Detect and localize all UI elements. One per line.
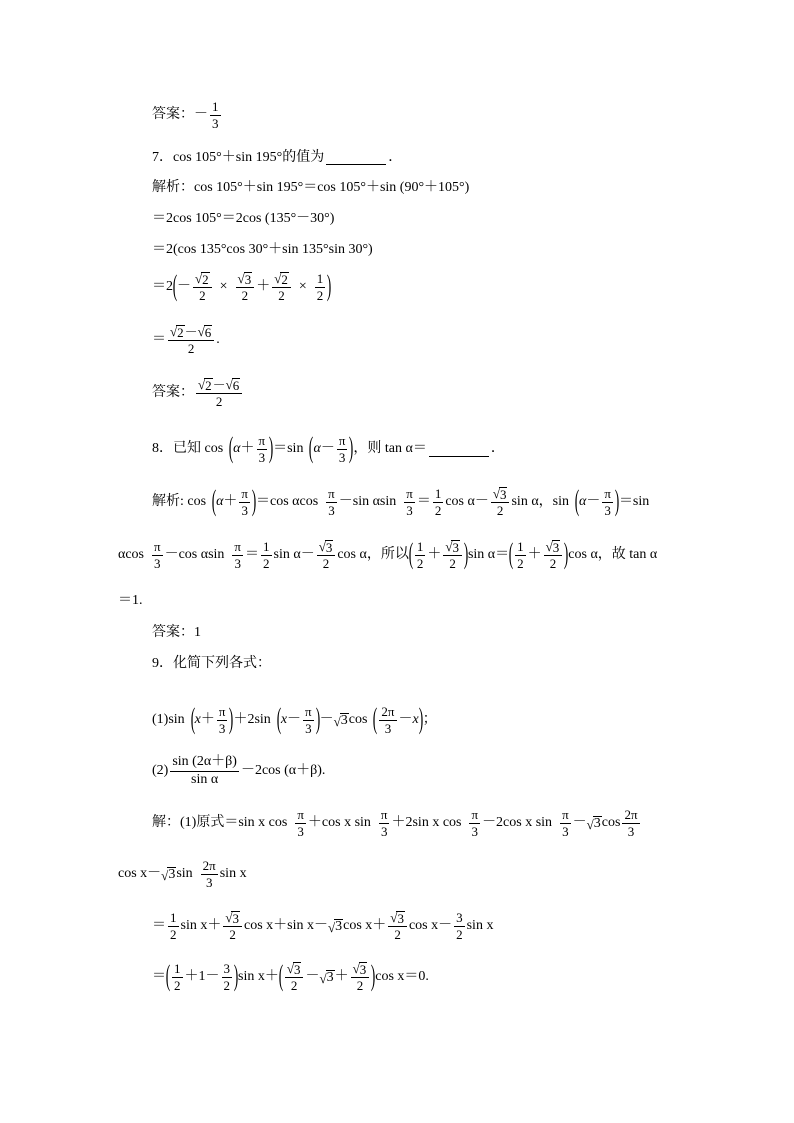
q9-solution-line4: ＝ ( $\frac{1}{2}$ ＋1－ $\frac{3}{2}$ ) sin x＋ ( √ 3 2 － √ 3 ＋ √ 3 2 ) cos x＝0. — [152, 959, 429, 993]
q9-title: 9． 化简下列各式： — [152, 656, 271, 671]
q7-analysis-step3: ＝2(cos 135°cos 30°＋sin 135°sin 30°) — [152, 242, 373, 257]
solution-label: 解： — [152, 815, 180, 831]
fraction: $\frac{\pi}{3}$ — [305, 704, 312, 736]
q9-part1: (1)sin ( x ＋ $\frac{\pi}{3}$ ) ＋2sin ( x － $\frac{\pi}{3}$ ) － √ 3 cos ( $\frac{2\pi}{3}$ － x ) ； — [152, 702, 437, 736]
q8-analysis-line2: αcos $\frac{\pi}{3}$ －cos αsin $\frac{\pi}{3}$ ＝ $\frac{1}{2}$ sin α － √ 3 2 cos α，所以 ( $\frac{1}{2}$ ＋ √ 3 2 ) sin α＝ ( $\frac{1}{2}$ ＋ √ 3 2 ) cos α，故 tan α — [118, 537, 658, 571]
analysis-label: 解析： — [152, 180, 194, 195]
fraction: √ 2 2 — [272, 272, 291, 303]
q9-solution-line2: cos x－ √ 3 sin $\frac{2\pi}{3}$ sin x — [118, 858, 247, 890]
answer-blank — [326, 150, 386, 165]
fraction: √ 3 2 — [317, 540, 336, 571]
fraction: $\frac{1}{2}$ — [517, 539, 524, 571]
fraction: $\frac{\pi}{3}$ — [258, 433, 266, 465]
fraction: $\frac{1}{3}$ — [212, 99, 219, 131]
fraction: $\frac{\pi}{3}$ — [297, 807, 304, 839]
fraction: $\frac{3}{2}$ — [223, 961, 230, 993]
fraction: √ 2 2 — [193, 272, 212, 303]
fraction: $\frac{2\pi}{3}$ — [202, 858, 216, 890]
fraction: $\frac{\pi}{3}$ — [218, 704, 226, 736]
q8-analysis-line1: 解析: cos ( α ＋ $\frac{\pi}{3}$ ) ＝cos αcos $\frac{\pi}{3}$ －sin αsin $\frac{\pi}{3}$ ＝ $\frac{1}{2}$ cos α － √ 3 2 sin α，sin ( α － $\frac{\pi}{3}$ ) ＝sin — [152, 484, 650, 518]
fraction: $\frac{\pi}{3}$ — [154, 539, 161, 571]
fraction: √ 3 2 — [388, 911, 407, 942]
q7-analysis-step1: 解析： cos 105°＋sin 195°＝cos 105°＋sin (90°＋105°) — [152, 180, 470, 195]
fraction: $\frac{\pi}{3}$ — [380, 807, 388, 839]
q7-analysis-step4: ＝2 ( － √ 2 2 × √ 3 2 ＋ √ 2 2 × $\frac{1}{2}$ ) — [152, 269, 332, 303]
q7-answer-line — [152, 378, 244, 409]
fraction: $\frac{2\pi}{3}$ — [381, 704, 395, 736]
fraction: $\frac{1}{2}$ — [316, 271, 324, 303]
fraction: √ 3 2 — [236, 272, 255, 303]
fraction: $\frac{1}{2}$ — [263, 539, 270, 571]
fraction: $\frac{1}{2}$ — [434, 486, 442, 518]
fraction: $\frac{\pi}{3}$ — [604, 486, 611, 518]
q9-solution-line1: 解： (1)原式＝sin x cos $\frac{\pi}{3}$ ＋cos x sin $\frac{\pi}{3}$ ＋2sin x cos $\frac{\pi}{3}$ －2cos x sin $\frac{\pi}{3}$ － √ 3 cos $\frac{2\pi}{3}$ — [152, 807, 638, 839]
q8-answer-line: 答案： 1 — [152, 625, 201, 640]
fraction: $\frac{3}{2}$ — [456, 910, 463, 942]
fraction: √ 2 － √ 6 2 — [196, 378, 242, 409]
fraction: $\frac{1}{2}$ — [170, 910, 177, 942]
fraction: $\frac{2\pi}{3}$ — [624, 807, 638, 839]
fraction: √ 3 2 — [443, 540, 462, 571]
fraction: $\frac{\pi}{3}$ — [234, 539, 241, 571]
fraction: $\frac{\pi}{3}$ — [328, 486, 335, 518]
q8-analysis-line3: ＝1. — [118, 593, 143, 608]
fraction: √ 3 2 — [285, 962, 304, 993]
fraction: $\frac{\pi}{3}$ — [338, 433, 346, 465]
fraction: $\frac{\sin (2\alpha+\beta)}{\text{sin α}}$ — [172, 754, 237, 787]
fraction: $\frac{\pi}{3}$ — [406, 486, 413, 518]
fraction: √ 2 － √ 6 2 — [168, 325, 214, 356]
fraction: $\frac{\pi}{3}$ — [471, 807, 479, 839]
answer-label: 答案： — [152, 385, 194, 401]
q8-question: 8． 已知 cos ( α ＋ $\frac{\pi}{3}$ ) ＝sin ( α － $\frac{\pi}{3}$ ) ，则 tan α＝ ． — [152, 431, 505, 465]
q6-answer-line: 答案： － $\frac{1}{3}$ — [152, 99, 219, 131]
fraction: $\frac{1}{2}$ — [174, 961, 181, 993]
q9-part2: (2) $\frac{\sin (2\alpha+\beta)}{\text{sin α}}$ －2cos (α＋β). — [152, 754, 326, 787]
fraction: √ 3 2 — [491, 487, 510, 518]
fraction: $\frac{\pi}{3}$ — [562, 807, 569, 839]
fraction: $\frac{\pi}{3}$ — [241, 486, 248, 518]
answer-blank — [429, 442, 489, 457]
fraction: √ 3 2 — [544, 540, 563, 571]
q7-question: 7． cos 105°＋sin 195°的值为 ． — [152, 149, 403, 165]
answer-label: 答案： — [152, 625, 194, 640]
fraction: $\frac{1}{2}$ — [416, 539, 424, 571]
q7-analysis-step5: ＝ √ 2 － √ 6 2 . — [152, 324, 220, 356]
fraction: √ 3 2 — [223, 911, 242, 942]
fraction: √ 3 2 — [351, 962, 370, 993]
answer-label: 答案： — [152, 107, 194, 123]
q7-analysis-step2: ＝2cos 105°＝2cos (135°－30°) — [152, 211, 335, 226]
q9-solution-line3: ＝ $\frac{1}{2}$ sin x＋ √ 3 2 cos x＋sin x－ √ 3 cos x＋ √ 3 2 cos x－ $\frac{3}{2}$ sin x — [152, 910, 494, 942]
